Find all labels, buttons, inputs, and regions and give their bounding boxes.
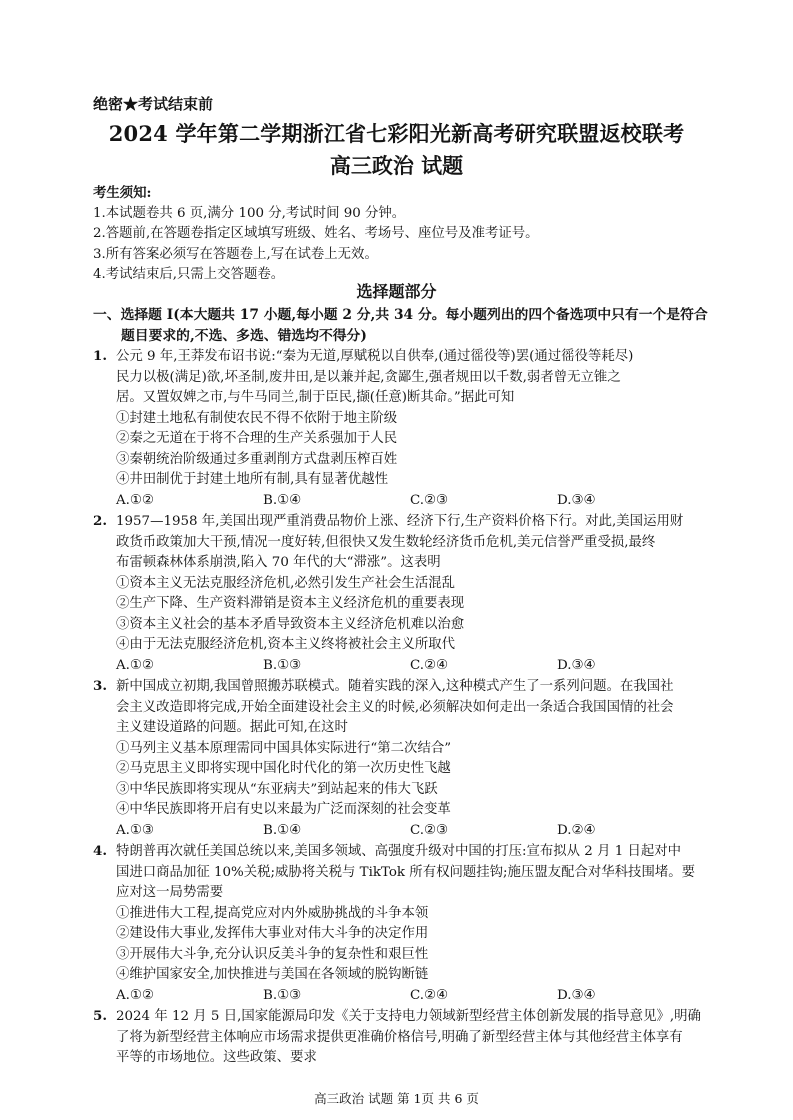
- question-option: ④由于无法克服经济危机,资本主义终将被社会主义所取代: [116, 637, 456, 652]
- question: [93, 346, 733, 511]
- answer-choice[interactable]: A.①②: [116, 987, 154, 1003]
- answer-choices: [93, 821, 733, 842]
- question-option: ③资本主义社会的基本矛盾导致资本主义经济危机难以治愈: [116, 616, 465, 632]
- answer-choice[interactable]: D.③④: [557, 657, 596, 673]
- answer-choices: [93, 986, 733, 1007]
- question: [93, 676, 733, 841]
- question-stem-line: 1957—1958 年,美国出现严重消费品物价上涨、经济下行,生产资料价格下行。对此,美国运用财: [116, 514, 684, 529]
- notice-item: 3.所有答案必须写在答题卷上,写在试卷上无效。: [93, 246, 378, 262]
- answer-choice[interactable]: D.③④: [557, 987, 596, 1003]
- answer-choice[interactable]: A.①②: [116, 492, 154, 508]
- question-option: ②马克思主义即将实现中国化时代化的第一次历史性飞越: [116, 761, 451, 776]
- question-stem-line: 主义建设道路的问题。据此可知,在这时: [116, 720, 348, 735]
- answer-choices: [93, 656, 733, 677]
- question-stem-line: 民力以极(满足)欲,坏圣制,废井田,是以兼并起,贪鄙生,强者规田以千数,弱者曾无立锥之: [116, 369, 621, 385]
- question-stem-line: 政货币政策加大干预,情况一度好转,但很快又发生数轮经济货币危机,美元信誉严重受损,最终: [116, 534, 656, 550]
- question-stem-line: 布雷顿森林体系崩溃,陷入 70 年代的大“滞涨”。这表明: [116, 555, 441, 570]
- answer-choice[interactable]: D.②④: [557, 822, 596, 838]
- part1-line: 一、选择题 I(本大题共 17 小题,每小题 2 分,共 34 分。每小题列出的四个备选项中只有一个是符合: [93, 307, 708, 323]
- question-stem-line: 国进口商品加征 10%关税;威胁将关税与 TikTok 所有权问题挂钩;施压盟友配合对华科技围堵。要: [116, 864, 696, 880]
- answer-choice[interactable]: B.①③: [263, 657, 302, 673]
- question-stem-line: 公元 9 年,王莽发布诏书说:“秦为无道,厚赋税以自供奉,(通过徭役等)罢(通过徭役等耗尽): [116, 349, 634, 364]
- question-option: ③中华民族即将实现从“东亚病夫”到站起来的伟大飞跃: [116, 781, 438, 797]
- answer-choice[interactable]: C.②③: [410, 822, 449, 838]
- question-option: ①马列主义基本原理需同中国具体实际进行“第二次结合”: [116, 740, 452, 756]
- question-number: 3.: [93, 678, 107, 694]
- notice-item: 1.本试题卷共 6 页,满分 100 分,考试时间 90 分钟。: [93, 205, 406, 221]
- classified-mark: 绝密★考试结束前: [93, 95, 214, 113]
- question: [93, 1006, 733, 1069]
- question-option: ①资本主义无法克服经济危机,必然引发生产社会生活混乱: [116, 575, 456, 591]
- question-stem-line: 特朗普再次就任美国总统以来,美国多领域、高强度升级对中国的打压:宣布拟从 2 月 1 日起对中: [116, 844, 682, 859]
- question-option: ②秦之无道在于将不合理的生产关系强加于人民: [116, 431, 398, 446]
- answer-choice[interactable]: C.②④: [410, 657, 449, 673]
- exam-title: 2024 学年第二学期浙江省七彩阳光新高考研究联盟返校联考: [108, 121, 685, 146]
- notice-heading: 考生须知:: [93, 185, 152, 201]
- answer-choice[interactable]: B.①③: [263, 987, 302, 1003]
- question-option: ②建设伟大事业,发挥伟大事业对伟大斗争的决定作用: [116, 926, 429, 941]
- answer-choice[interactable]: A.①③: [116, 822, 154, 838]
- part1-instructions: [93, 305, 733, 346]
- page-footer: 高三政治 试题 第 1页 共 6 页: [314, 1091, 479, 1106]
- question-option: ③开展伟大斗争,充分认识反美斗争的复杂性和艰巨性: [116, 946, 429, 962]
- question-stem-line: 2024 年 12 月 5 日,国家能源局印发《关于支持电力领域新型经营主体创新发展的指导意见》,明确: [116, 1009, 701, 1024]
- question-option: ③秦朝统治阶级通过多重剥削方式盘剥压榨百姓: [116, 451, 398, 467]
- question-number: 1.: [93, 348, 107, 364]
- question-number: 4.: [93, 843, 107, 859]
- answer-choice[interactable]: D.③④: [557, 492, 596, 508]
- question-option: ①封建土地私有制使农民不得不依附于地主阶级: [116, 410, 398, 426]
- notice-item: 4.考试结束后,只需上交答题卷。: [93, 267, 285, 282]
- answer-choice[interactable]: A.①②: [116, 657, 154, 673]
- question: [93, 511, 733, 676]
- question-stem-line: 了将为新型经营主体响应市场需求提供更准确价格信号,明确了新型经营主体与其他经营主体享有: [116, 1029, 683, 1045]
- answer-choices: [93, 491, 733, 512]
- question-list: [93, 346, 733, 1069]
- question-number: 2.: [93, 513, 107, 529]
- question-stem-line: 新中国成立初期,我国曾照搬苏联模式。随着实践的深入,这种模式产生了一系列问题。在我国社: [116, 679, 674, 694]
- question-stem-line: 应对这一局势需要: [116, 885, 224, 900]
- candidate-notice: [93, 183, 733, 286]
- question-option: ④井田制优于封建土地所有制,具有显著优越性: [116, 472, 389, 487]
- notice-item: 2.答题前,在答题卷指定区域填写班级、姓名、考场号、座位号及准考证号。: [93, 226, 539, 241]
- question-stem-line: 会主义改造即将完成,开始全面建设社会主义的时候,必须解决如何走出一条适合我国国情的社会: [116, 699, 674, 715]
- answer-choice[interactable]: C.②③: [410, 492, 449, 508]
- section-title: 选择题部分: [356, 282, 437, 301]
- question-stem-line: 平等的市场地位。这些政策、要求: [116, 1050, 317, 1065]
- question-option: ④中华民族即将开启有史以来最为广泛而深刻的社会变革: [116, 802, 451, 817]
- part1-line: 题目要求的,不选、多选、错选均不得分): [121, 327, 367, 344]
- exam-subtitle: 高三政治 试题: [329, 153, 464, 178]
- question-number: 5.: [93, 1008, 107, 1024]
- answer-choice[interactable]: B.①④: [263, 492, 302, 508]
- answer-choice[interactable]: B.①④: [263, 822, 302, 838]
- answer-choice[interactable]: C.②④: [410, 987, 449, 1003]
- question-option: ②生产下降、生产资料滞销是资本主义经济危机的重要表现: [116, 596, 465, 611]
- question-option: ①推进伟大工程,提高党应对内外威胁挑战的斗争本领: [116, 905, 429, 921]
- question: [93, 841, 733, 1006]
- question-stem-line: 居。又置奴婢之市,与牛马同兰,制于臣民,撷(任意)断其命。”据此可知: [116, 390, 515, 405]
- question-option: ④维护国家安全,加快推进与美国在各领域的脱钩断链: [116, 967, 429, 982]
